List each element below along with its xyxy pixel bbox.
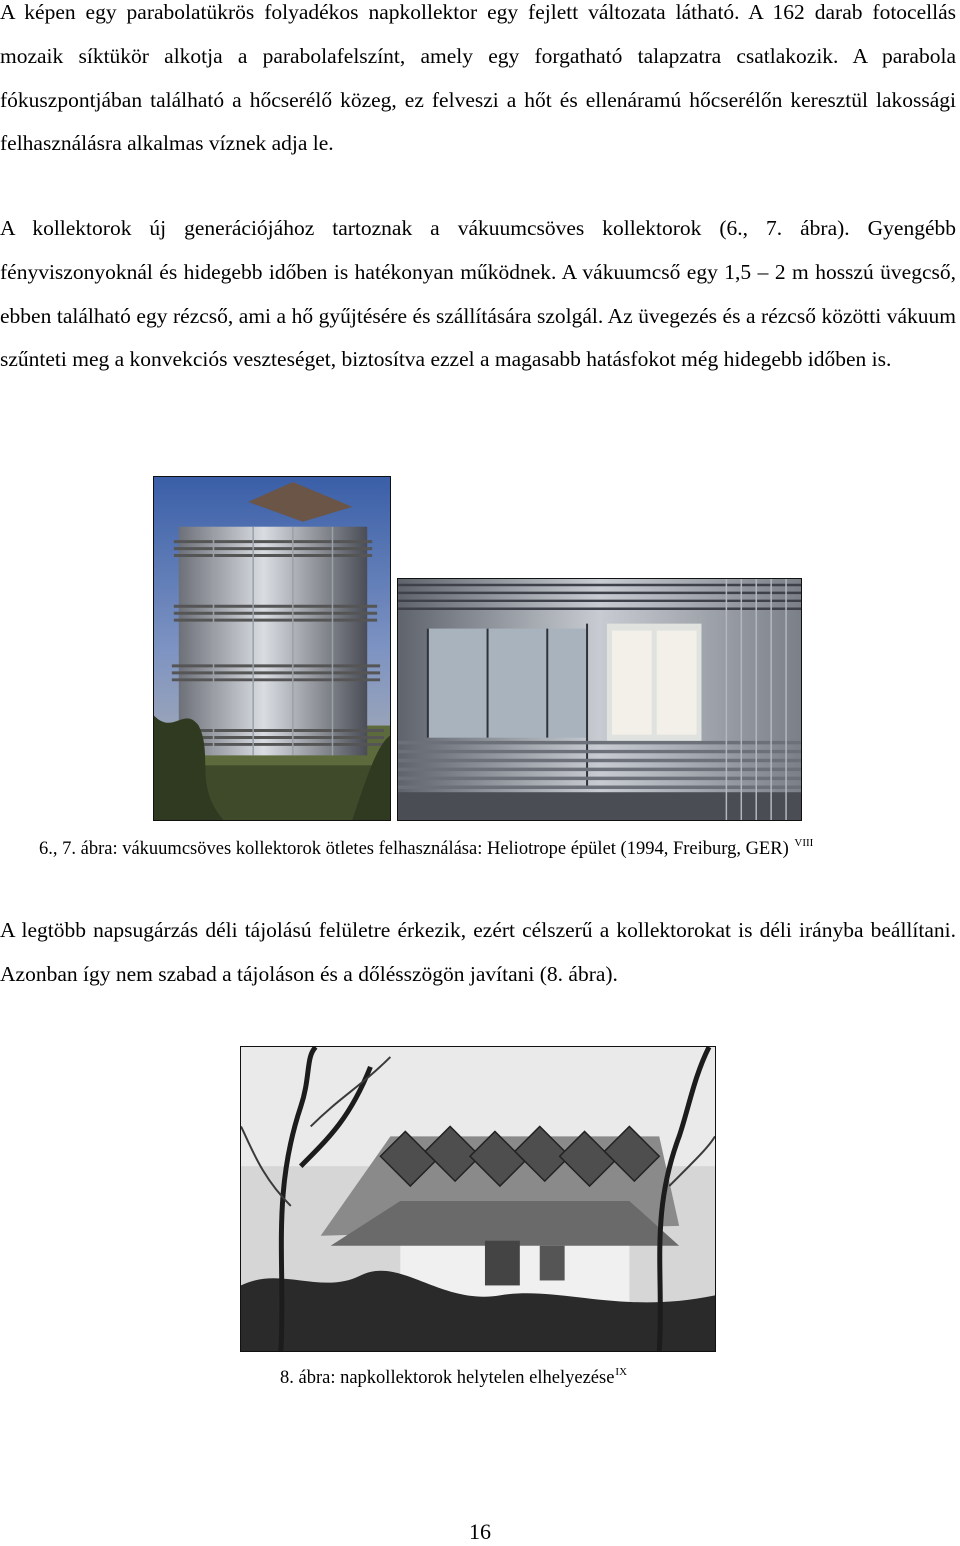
figure-6-7-caption-text: 6., 7. ábra: vákuumcsöves kollektorok ötletes felhasználása: Heliotrope épület (1994, Freiburg, GER) xyxy=(39,839,789,859)
figure-8-caption xyxy=(280,1366,627,1390)
figure-8-footnote-mark: IX xyxy=(615,1366,628,1378)
figure-8-caption-text: 8. ábra: napkollektorok helytelen elhelyezése xyxy=(280,1368,615,1388)
paragraph-parabolic-collector: A képen egy parabolatükrös folyadékos napkollektor egy fejlett változata látható. A 162 darab fotocellás mozaik síktükör alkotja a parabolafelszínt, amely egy forgatható talapzatra csatlakozik. A parabola fókuszpontjában található a hőcserélő közeg, ez felveszi a hőt és ellenáramú hőcserélőn keresztül lakossági felhasználásra alkalmas víznek adja le. xyxy=(0,0,956,156)
house-collectors-photo xyxy=(240,1046,716,1352)
page-number: 16 xyxy=(469,1519,491,1544)
balcony-vacuum-tubes-photo xyxy=(397,578,802,821)
paragraph-collector-orientation: A legtöbb napsugárzás déli tájolású felületre érkezik, ezért célszerű a kollektorokat is déli irányba beállítani. Azonban így nem szabad a tájoláson és a dőlésszögön javítani (8. ábra). xyxy=(0,918,956,986)
paragraph-vacuum-tube-collectors: A kollektorok új generációjához tartoznak a vákuumcsöves kollektorok (6., 7. ábra). Gyengébb fényviszonyoknál és hidegebb időben is hatékonyan működnek. A vákuumcső egy 1,5 – 2 m hosszú üvegcső, ebben található egy rézcső, ami a hő gyűjtésére és szállítására szolgál. Az üvegezés és a rézcső közötti vákuum szűnteti meg a konvekciós veszteséget, biztosítva ezzel a magasabb hatásfokot még hidegebb időben is. xyxy=(0,216,956,372)
figure-6-7-caption xyxy=(39,837,813,861)
heliotrope-building-photo xyxy=(153,476,391,821)
figure-6-7-footnote-mark: VIII xyxy=(794,837,814,849)
